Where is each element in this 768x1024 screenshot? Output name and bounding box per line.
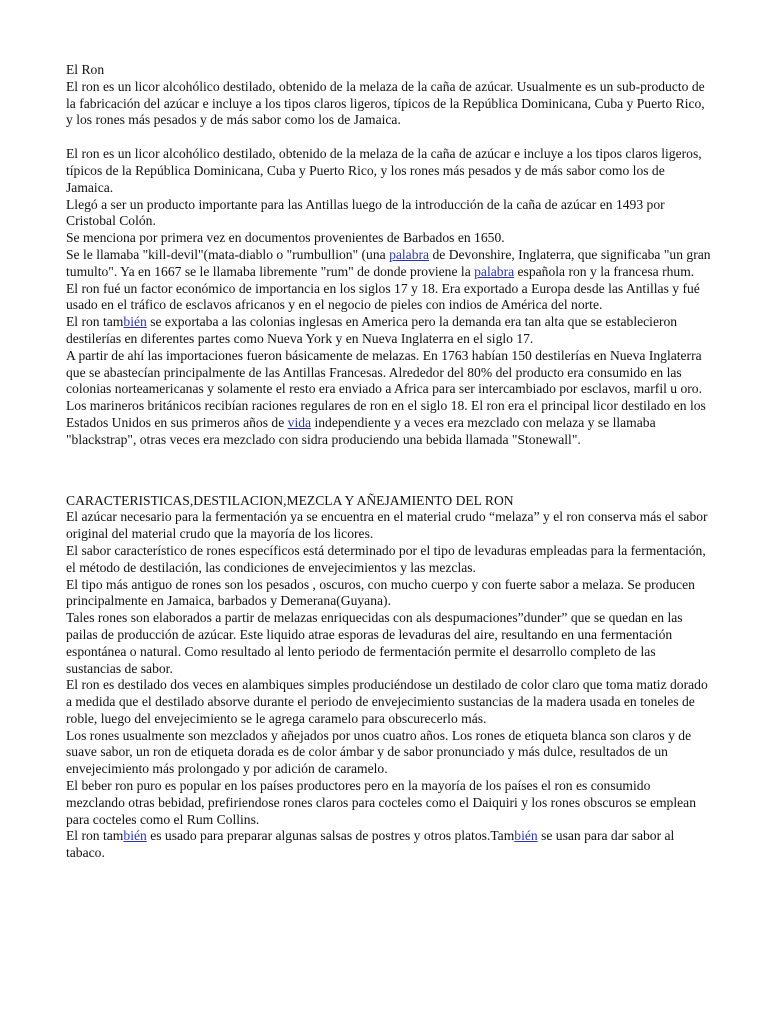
link-bien[interactable]: bién	[514, 828, 538, 844]
section-title: CARACTERISTICAS,DESTILACION,MEZCLA Y AÑEJAMIENTO DEL RON	[66, 492, 514, 508]
paragraph: El sabor característico de rones específicos está determinado por el tipo de levaduras empleadas para la fermentación, el método de destilación, las condiciones de envejecimientos y las mezclas.	[66, 542, 706, 575]
text-run: El ron tam	[66, 314, 124, 330]
link-bien[interactable]: bién	[123, 828, 147, 844]
paragraph: Los rones usualmente son mezclados y añejados por unos cuatro años. Los rones de etiqueta blanca son claros y de suave sabor, un ron de etiqueta dorada es de color ámbar y de sabor pronunciado y más dulce, resultados de un envejecimiento más prolongado y por adición de caramelo.	[66, 727, 692, 777]
document-body	[66, 62, 712, 862]
text-run: de Devonshire, Inglaterra, que significaba "un gran tumulto". Ya en 1667 se le llamaba libremente "rum" de donde proviene la	[66, 246, 711, 279]
paragraph	[66, 828, 712, 862]
text-run: independiente y a veces era mezclado con melaza y se llamaba "blackstrap", otras veces era mezclado con sidra produciendo una bebida llamada "Stonewall".	[66, 414, 656, 447]
paragraph	[66, 314, 712, 348]
section-title: El Ron	[66, 62, 105, 77]
paragraph: El beber ron puro es popular en los países productores pero en la mayoría de los países el ron es consumido mezclando otras bebidad, prefiriendose rones claros para cocteles como el Daiquiri y los rones obscuros se emplean para cocteles como el Rum Collins.	[66, 778, 696, 827]
text-run: se exportaba a las colonias inglesas en America pero la demanda era tan alta que se establecieron destilerías en diferentes partes como Nueva York y en Nueva Inglaterra en el siglo 17.	[66, 314, 678, 346]
text-run: Se le llamaba "kill-devil"(mata-diablo o "rumbullion" (una	[66, 246, 390, 262]
link-vida[interactable]: vida	[287, 414, 312, 430]
link-palabra[interactable]: palabra	[389, 246, 430, 262]
paragraph: El azúcar necesario para la fermentación ya se encuentra en el material crudo “melaza” y el ron conserva más el sabor original del material crudo que la mayoría de los licores.	[66, 509, 708, 542]
text-run: se usan para dar sabor al tabaco.	[66, 828, 675, 861]
text-run: es usado para preparar algunas salsas de postres y otros platos.Tam	[146, 828, 515, 844]
link-palabra[interactable]: palabra	[474, 263, 515, 279]
paragraph: El ron es un licor alcohólico destilado, obtenido de la melaza de la caña de azúcar. Usualmente es un sub-producto de la fabricación del azúcar e incluye a los tipos claros ligeros, típicos de la República Dominicana, Cuba y Puerto Rico, y los rones más pesados y de más sabor como los de Jamaica.	[66, 78, 705, 128]
text-run: Los marineros británicos recibían raciones regulares de ron en el siglo 18. El ron era el principal licor destilado en los Estados Unidos en sus primeros años de	[66, 398, 706, 430]
paragraph: Tales rones son elaborados a partir de melazas enriquecidas con als despumaciones”dunder” que se quedan en las pailas de producción de azúcar. Este liquido atrae esporas de levaduras del aire, resultando en una fermentación espontánea o natural. Como resultado al lento periodo de fermentación permite el desarrollo completo de las sustancias de sabor.	[66, 610, 683, 676]
spacer	[66, 129, 712, 146]
paragraph: El ron es un licor alcohólico destilado, obtenido de la melaza de la caña de azúcar e incluye a los tipos claros ligeros, típicos de la República Dominicana, Cuba y Puerto Rico, y los rones más pesados y de más sabor como los de Jamaica.	[66, 146, 702, 195]
paragraph: Se menciona por primera vez en documentos provenientes de Barbados en 1650.	[66, 230, 505, 246]
paragraph	[66, 247, 712, 281]
paragraph: El ron es destilado dos veces en alambiques simples produciéndose un destilado de color claro que toma matiz dorado a medida que el destilado absorve durante el periodo de envejecimiento sustancias de la madera usada en toneles de roble, luego del envejecimiento se le agrega caramelo para obscurecerlo más.	[66, 677, 708, 726]
text-run: El ron tam	[66, 828, 124, 844]
paragraph: El tipo más antiguo de rones son los pesados , oscuros, con mucho cuerpo y con fuerte sabor a melaza. Se producen principalmente en Jamaica, barbados y Demerana(Guyana).	[66, 576, 695, 609]
paragraph	[66, 398, 712, 448]
paragraph: A partir de ahí las importaciones fueron básicamente de melazas. En 1763 habían 150 destilerías en Nueva Inglaterra que se abastecían principalmente de las Antillas Francesas. Alrededor del 80% del producto era consumido en las colonias norteamericanas y solamente el resto era enviado a Africa para ser intercambiado por esclavos, marfil u oro.	[66, 347, 702, 397]
paragraph: El ron fué un factor económico de importancia en los siglos 17 y 18. Era exportado a Europa desde las Antillas y fué usado en el tráfico de esclavos africanos y en el negocio de pieles con indios de América del norte.	[66, 280, 700, 313]
link-bien[interactable]: bién	[123, 314, 147, 330]
spacer	[66, 449, 712, 493]
paragraph: Llegó a ser un producto importante para las Antillas luego de la introducción de la caña de azúcar en 1493 por Cristobal Colón.	[66, 196, 665, 229]
text-run: española ron y la francesa rhum.	[514, 263, 695, 279]
